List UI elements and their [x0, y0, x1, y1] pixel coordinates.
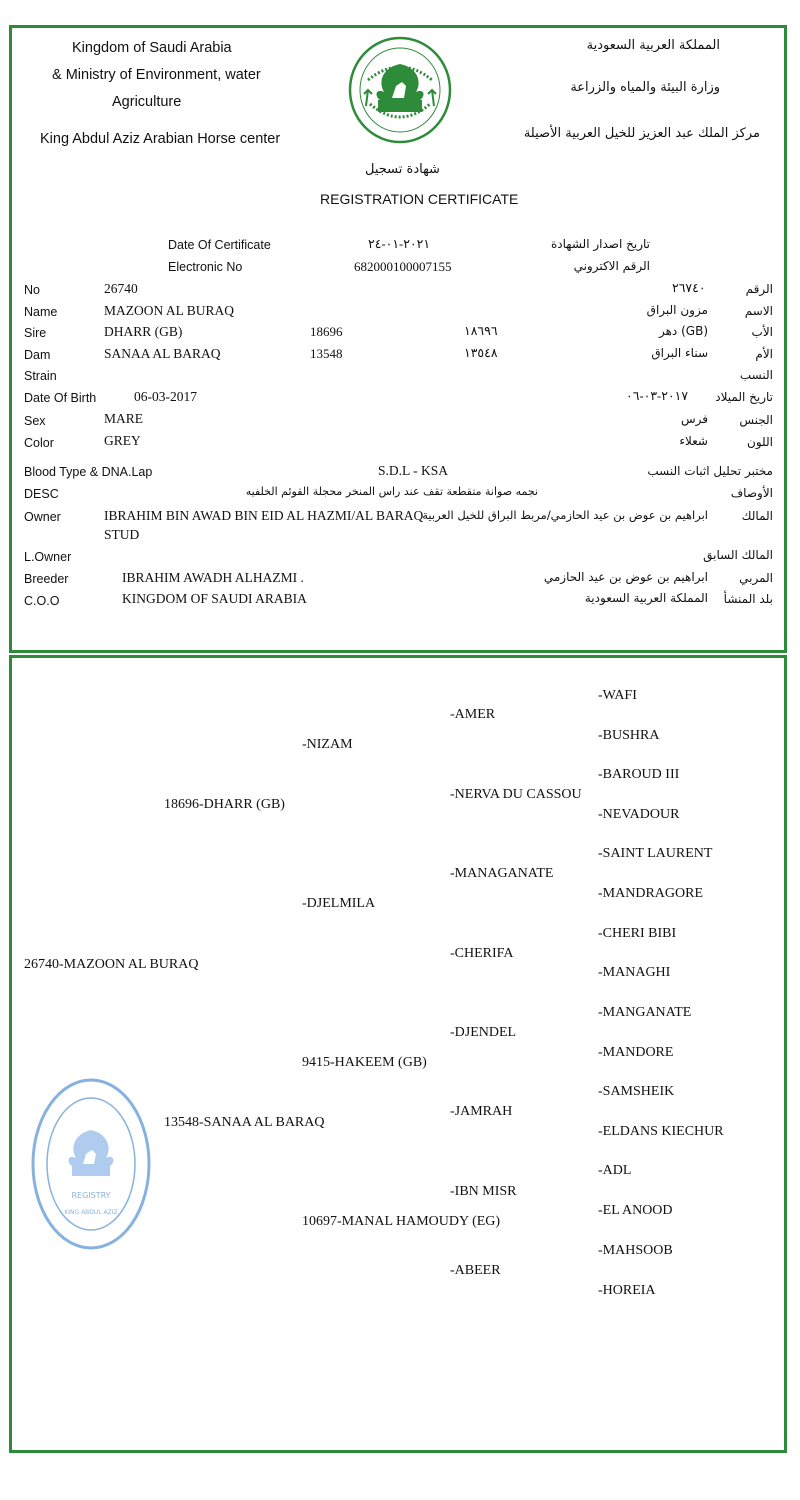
breeder-value: IBRAHIM AWADH ALHAZMI .: [122, 570, 304, 585]
pedigree-g3: -CHERIFA: [450, 946, 514, 961]
name-value: MAZOON AL BURAQ: [104, 303, 235, 318]
electronic-value: 682000100007155: [354, 259, 452, 274]
sire-number: 18696: [310, 324, 343, 339]
lowner-ar-label: المالك السابق: [703, 548, 773, 562]
header-en-line-1: Kingdom of Saudi Arabia: [72, 40, 232, 56]
lowner-label: L.Owner: [24, 550, 72, 564]
pedigree-g3: -DJENDEL: [450, 1025, 517, 1040]
header-en-line-4: King Abdul Aziz Arabian Horse center: [40, 131, 281, 147]
sex-ar-value: فرس: [680, 412, 708, 426]
header-ar-line-1: المملكة العربية السعودية: [586, 38, 720, 53]
pedigree-g4: -MANDRAGORE: [598, 886, 703, 901]
coo-ar-label: بلد المنشأ: [723, 592, 773, 606]
desc-label: DESC: [24, 487, 59, 501]
dam-value: SANAA AL BARAQ: [104, 346, 221, 361]
dam-label: Dam: [24, 348, 51, 362]
pedigree-g4: -BUSHRA: [598, 728, 660, 743]
header-ar-line-2: وزارة البيئة والمياه والزراعة: [570, 80, 720, 95]
dob-label: Date Of Birth: [24, 391, 97, 405]
pedigree-g4: -WAFI: [598, 688, 637, 703]
blood-ar-label: مختبر تحليل اثبات النسب: [647, 464, 773, 478]
pedigree-g3: -JAMRAH: [450, 1104, 513, 1119]
sire-value: DHARR (GB): [104, 324, 183, 339]
stamp-text-center: KING ABDUL AZIZ: [64, 1209, 118, 1216]
pedigree-g3: -ABEER: [450, 1263, 501, 1278]
pedigree-g4: -ADL: [598, 1163, 632, 1178]
blood-value: S.D.L - KSA: [378, 463, 449, 478]
dam-ar-value: سناء البراق: [651, 346, 708, 360]
pedigree-g4: -BAROUD III: [598, 767, 680, 782]
color-ar-label: اللون: [747, 435, 773, 449]
dam-number-ar: ١٣٥٤٨: [464, 346, 498, 360]
breeder-label: Breeder: [24, 572, 69, 586]
coo-value: KINGDOM OF SAUDI ARABIA: [122, 591, 307, 606]
pedigree-g2: 10697-MANAL HAMOUDY (EG): [302, 1214, 501, 1229]
pedigree-g4: -SAMSHEIK: [598, 1084, 675, 1099]
strain-ar-label: النسب: [739, 368, 773, 382]
dob-ar-label: تاريخ الميلاد: [715, 390, 773, 404]
no-label: No: [24, 283, 40, 297]
breeder-ar-label: المربي: [739, 571, 773, 585]
owner-ar-value: ابراهيم بن عوض بن عيد الحازمي/مربط البراق للخيل العربية: [422, 508, 708, 522]
ministry-logo-icon: [346, 34, 454, 146]
electronic-label: Electronic No: [168, 260, 243, 274]
stamp-text-registry: REGISTRY: [71, 1191, 111, 1200]
date-label-ar: تاريخ اصدار الشهادة: [551, 237, 650, 251]
pedigree-g4: -EL ANOOD: [598, 1203, 673, 1218]
sex-ar-label: الجنس: [739, 413, 773, 427]
sex-label: Sex: [24, 414, 46, 428]
no-ar-label: الرقم: [745, 282, 773, 296]
name-ar-value: مزون البراق: [646, 303, 708, 317]
owner-ar-label: المالك: [741, 509, 773, 523]
pedigree-g3: -AMER: [450, 707, 496, 722]
sire-number-ar: ١٨٦٩٦: [464, 324, 498, 338]
color-value: GREY: [104, 433, 141, 448]
pedigree-g4: -CHERI BIBI: [598, 926, 677, 941]
name-label: Name: [24, 305, 58, 319]
desc-ar-label: الأوصاف: [730, 486, 773, 500]
date-value: ٢٠٢١-٠١-٢٤: [368, 237, 431, 251]
sire-label: Sire: [24, 326, 47, 340]
title-ar: شهادة تسجيل: [365, 162, 440, 177]
pedigree-g4: -MANDORE: [598, 1045, 674, 1060]
dob-ar-value: ٢٠١٧-٠٣-٠٦: [626, 389, 689, 403]
breeder-ar-value: ابراهيم بن عوض بن عيد الحازمي: [543, 570, 708, 584]
sire-ar-label: الأب: [751, 325, 773, 339]
sire-ar-value: (GB) دهر: [658, 324, 708, 338]
pedigree-sire: 18696-DHARR (GB): [164, 797, 285, 812]
color-label: Color: [24, 436, 54, 450]
pedigree-g4: -SAINT LAURENT: [598, 846, 713, 861]
pedigree-dam: 13548-SANAA AL BARAQ: [164, 1115, 325, 1130]
registry-stamp-icon: [28, 1074, 154, 1254]
header-ar-line-3: مركز الملك عبد العزيز للخيل العربية الأصيلة: [523, 126, 760, 141]
pedigree-g4: -MAHSOOB: [598, 1243, 673, 1258]
pedigree-g2: -DJELMILA: [302, 896, 376, 911]
electronic-label-ar: الرقم الاكتروني: [573, 259, 650, 273]
pedigree-g3: -IBN MISR: [450, 1184, 517, 1199]
header-en-line-2: & Ministry of Environment, water: [52, 67, 261, 83]
owner-value-line-2: STUD: [104, 527, 140, 542]
pedigree-g2: -NIZAM: [302, 737, 353, 752]
title-en: REGISTRATION CERTIFICATE: [320, 191, 519, 207]
pedigree-g4: -ELDANS KIECHUR: [598, 1124, 724, 1139]
sex-value: MARE: [104, 411, 144, 426]
coo-label: C.O.O: [24, 594, 60, 608]
header-en-line-3: Agriculture: [112, 94, 182, 110]
pedigree-g4: -MANAGHI: [598, 965, 671, 980]
owner-label: Owner: [24, 510, 61, 524]
strain-label: Strain: [24, 369, 57, 383]
color-ar-value: شعلاء: [679, 434, 708, 448]
pedigree-g4: -HOREIA: [598, 1283, 656, 1298]
date-label: Date Of Certificate: [168, 238, 271, 252]
pedigree-g2: 9415-HAKEEM (GB): [302, 1055, 427, 1070]
blood-label: Blood Type & DNA.Lap: [24, 465, 153, 479]
dam-number: 13548: [310, 346, 343, 361]
desc-value: نجمه صوانة متقطعة تقف عند راس المنخر محجلة القوئم الخلفيه: [245, 485, 538, 498]
pedigree-g3: -NERVA DU CASSOU: [450, 787, 582, 802]
no-value: 26740: [104, 281, 138, 296]
no-ar-value: ٢٦٧٤٠: [672, 281, 706, 295]
name-ar-label: الاسم: [744, 304, 773, 318]
pedigree-g4: -MANGANATE: [598, 1005, 692, 1020]
pedigree-g4: -NEVADOUR: [598, 807, 680, 822]
pedigree-horse: 26740-MAZOON AL BURAQ: [24, 957, 199, 972]
dob-value: 06-03-2017: [134, 389, 197, 404]
pedigree-g3: -MANAGANATE: [450, 866, 554, 881]
coo-ar-value: المملكة العربية السعودية: [584, 591, 708, 605]
owner-value-line-1: IBRAHIM BIN AWAD BIN EID AL HAZMI/AL BARAQ: [104, 508, 424, 523]
dam-ar-label: الأم: [755, 347, 773, 361]
